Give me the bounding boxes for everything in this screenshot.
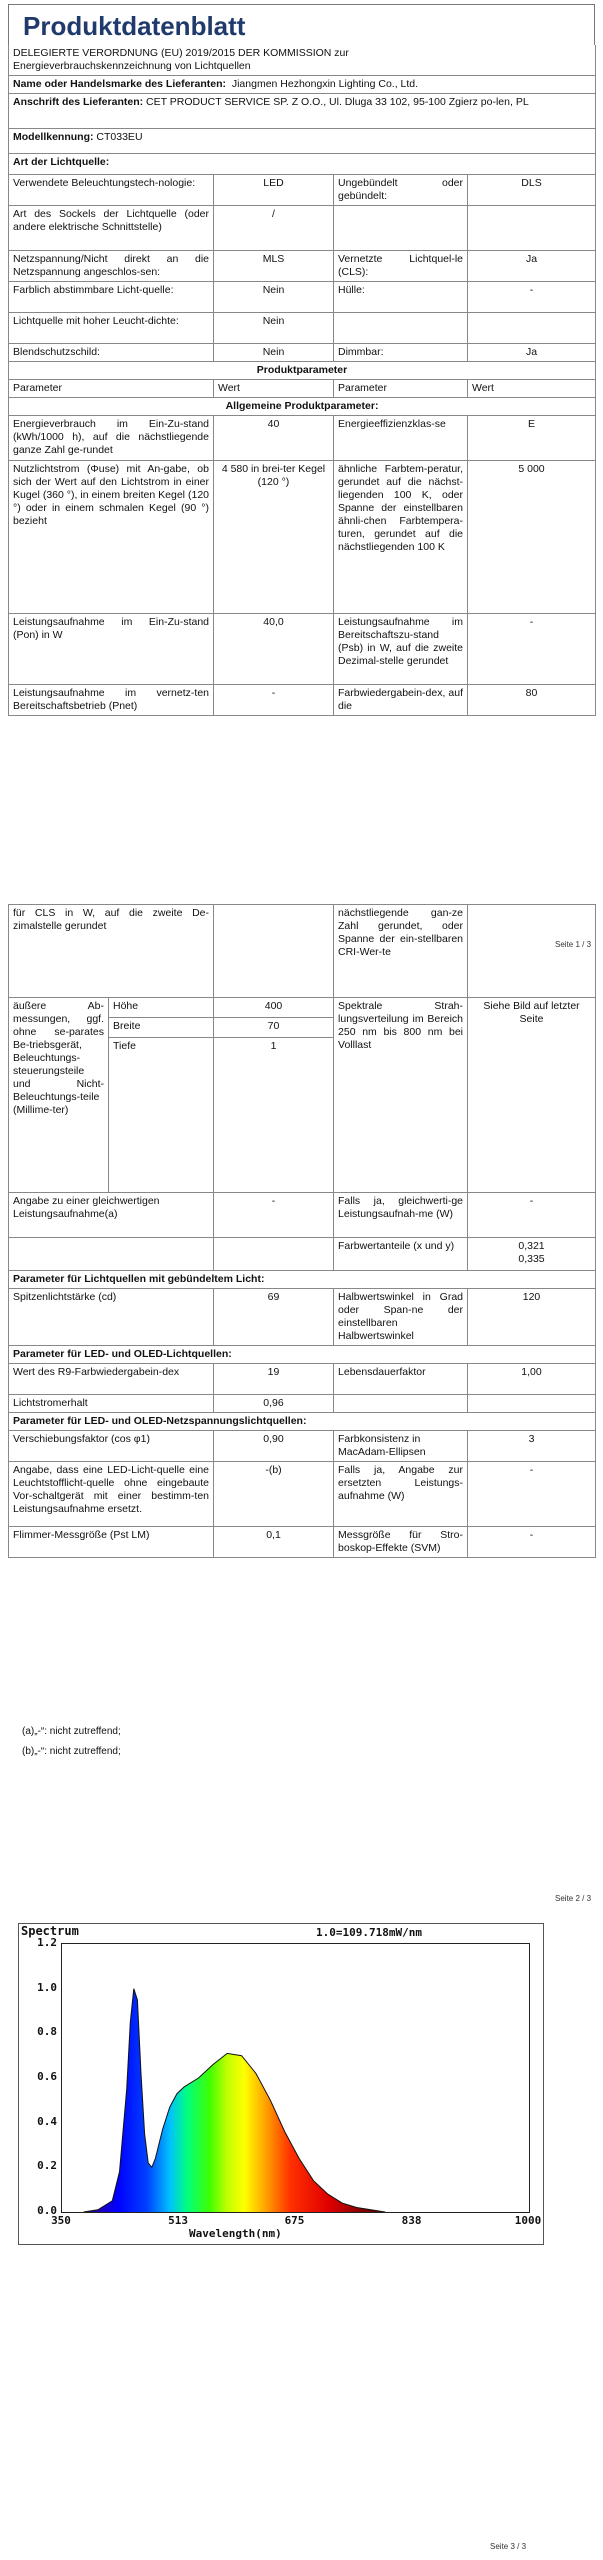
type-label-right: Vernetzte Lichtquel-le (CLS):	[334, 251, 468, 282]
param-value-right: E	[468, 416, 596, 461]
dimension-value: 400	[214, 998, 334, 1018]
type-label-left: Art des Sockels der Lichtquelle (oder andere elektrische Schnittstelle)	[9, 206, 214, 251]
col-param-header: Parameter	[9, 380, 214, 398]
y-tick-label: 0.2	[37, 2159, 57, 2173]
address-label: Anschrift des Lieferanten:	[13, 96, 144, 108]
type-label-right: Hülle:	[334, 282, 468, 313]
y-tick-label: 1.0	[37, 1980, 57, 1994]
type-label-left: Verwendete Beleuchtungstech-nologie:	[9, 175, 214, 206]
svm-value: -	[468, 1527, 596, 1558]
param-value-left: 40	[214, 416, 334, 461]
type-value-left: Nein	[214, 313, 334, 344]
mains-heading-row	[9, 1413, 596, 1431]
param-label-right: Farbwiedergabein-dex, auf die	[334, 685, 468, 716]
param-label-right: Leistungsaufnahme im Bereitschaftszu-stand (Psb) in W, auf die zweite Dezimal-stelle gerundet	[334, 614, 468, 685]
led-heading: Parameter für LED- und OLED-Lichtquellen:	[9, 1346, 596, 1364]
lumen-row	[9, 1395, 596, 1413]
regulation-line-2: Energieverbrauchskennzeichnung von Lichtquellen	[13, 60, 251, 72]
continuation-label-right: nächstliegende gan-ze Zahl gerundet, oder Spanne der ein-stellbaren CRI-Wer-te	[334, 905, 468, 998]
y-tick-label: 0.6	[37, 2070, 57, 2083]
dimension-name: Höhe	[109, 998, 214, 1018]
spectral-value: Siehe Bild auf letzter Seite	[468, 998, 596, 1193]
chart-annotation: 1.0=109.718mW/nm	[316, 1926, 422, 1939]
type-label-right	[334, 313, 468, 344]
chromaticity-y: 0,335	[518, 1253, 545, 1265]
cos-row	[9, 1431, 596, 1462]
replacement-label: Angabe, dass eine LED-Licht-quelle eine Leuchtstofflicht-quelle ohne eingebaute Vor-schaltgerät mit einer bestimm-ten Leistungsaufnahme ersetzt.	[9, 1462, 214, 1527]
type-row	[9, 206, 596, 251]
equivalent-right-label: Falls ja, gleichwerti-ge Leistungsaufnah-me (W)	[334, 1193, 468, 1238]
peak-value: 69	[214, 1289, 334, 1346]
footnote-b: (b)„-“: nicht zutreffend;	[22, 1746, 121, 1757]
param-value-left: -	[214, 685, 334, 716]
param-label-left: Leistungsaufnahme im vernetz-ten Bereitschaftsbetrieb (Pnet)	[9, 685, 214, 716]
x-tick-label: 1000	[514, 2214, 542, 2227]
life-label: Lebensdauerfaktor	[334, 1364, 468, 1395]
brand-label: Name oder Handelsmarke des Lieferanten:	[13, 78, 226, 90]
chromaticity-label: Farbwertanteile (x und y)	[334, 1238, 468, 1271]
y-tick-label: 1.2	[37, 1936, 57, 1949]
macadam-label: Farbkonsistenz in MacAdam-Ellipsen	[334, 1431, 468, 1462]
params-heading: Produktparameter	[9, 362, 596, 380]
equivalent-right-value: -	[468, 1193, 596, 1238]
type-row	[9, 175, 596, 206]
param-value-left: 40,0	[214, 614, 334, 685]
type-row	[9, 344, 596, 362]
page-number-3: Seite 3 / 3	[490, 2542, 527, 2551]
type-label-right: Dimmbar:	[334, 344, 468, 362]
param-row	[9, 461, 596, 614]
flicker-row	[9, 1527, 596, 1558]
type-value-right: -	[468, 282, 596, 313]
product-sheet-page2	[8, 904, 596, 1558]
x-tick-label: 675	[284, 2214, 305, 2227]
replacement-right-value: -	[468, 1462, 596, 1527]
type-value-right: Ja	[468, 251, 596, 282]
y-tick-label: 0.4	[37, 2114, 57, 2128]
type-value-right: DLS	[468, 175, 596, 206]
type-label-left: Farblich abstimmbare Licht-quelle:	[9, 282, 214, 313]
param-label-left: Leistungsaufnahme im Ein-Zu-stand (Pon) in W	[9, 614, 214, 685]
lumen-label: Lichtstromerhalt	[9, 1395, 214, 1413]
dimension-value: 1	[214, 1038, 334, 1193]
model-value: CT033EU	[96, 131, 143, 143]
lumen-value: 0,96	[214, 1395, 334, 1413]
param-row	[9, 685, 596, 716]
type-value-right: Ja	[468, 344, 596, 362]
mains-heading: Parameter für LED- und OLED-Netzspannungslichtquellen:	[9, 1413, 596, 1431]
r9-row	[9, 1364, 596, 1395]
spectrum-svg	[62, 1944, 529, 2212]
continuation-label-left: für CLS in W, auf die zweite De-zimalstelle gerundet	[9, 905, 214, 998]
brand-value: Jiangmen Hezhongxin Lighting Co., Ltd.	[231, 78, 419, 90]
param-row	[9, 416, 596, 461]
type-label-left: Netzspannung/Nicht direkt an die Netzspannung angeschlos-sen:	[9, 251, 214, 282]
equivalent-row	[9, 1193, 596, 1238]
address-row	[9, 94, 596, 129]
y-tick-label: 0.8	[37, 2025, 57, 2039]
r9-label: Wert des R9-Farbwiedergabein-dex	[9, 1364, 214, 1395]
page-number-1: Seite 1 / 3	[555, 940, 592, 949]
param-label-right: Energieeffizienzklas-se	[334, 416, 468, 461]
type-row	[9, 251, 596, 282]
title-box	[8, 4, 595, 45]
type-value-left: /	[214, 206, 334, 251]
life-value: 1,00	[468, 1364, 596, 1395]
led-heading-row	[9, 1346, 596, 1364]
flicker-value: 0,1	[214, 1527, 334, 1558]
param-label-left: Energieverbrauch im Ein-Zu-stand (kWh/1000 h), auf die nächstliegende ganze Zahl ge-rundet	[9, 416, 214, 461]
col-value-header: Wert	[214, 380, 334, 398]
equivalent-label: Angabe zu einer gleichwertigen Leistungsaufnahme(a)	[9, 1193, 214, 1238]
directional-heading: Parameter für Lichtquellen mit gebündeltem Licht:	[9, 1271, 596, 1289]
param-value-right: 80	[468, 685, 596, 716]
dimension-name: Tiefe	[109, 1038, 214, 1193]
address-value: CET PRODUCT SERVICE SP. Z O.O., Ul. Dluga 33 102, 95-100 Zgierz po-len, PL	[146, 96, 529, 108]
macadam-value: 3	[468, 1431, 596, 1462]
type-label-right: Ungebündelt oder gebündelt:	[334, 175, 468, 206]
brand-row	[9, 76, 596, 94]
x-tick-label: 350	[51, 2214, 71, 2227]
general-heading: Allgemeine Produktparameter:	[9, 398, 596, 416]
equivalent-value: -	[214, 1193, 334, 1238]
continuation-row	[9, 905, 596, 998]
cos-value: 0,90	[214, 1431, 334, 1462]
svm-label: Messgröße für Stro-boskop-Effekte (SVM)	[334, 1527, 468, 1558]
regulation-line-1: DELEGIERTE VERORDNUNG (EU) 2019/2015 DER KOMMISSION zur	[13, 47, 349, 59]
type-value-left: Nein	[214, 282, 334, 313]
model-label: Modellkennung:	[13, 131, 94, 143]
type-value-left: Nein	[214, 344, 334, 362]
flicker-label: Flimmer-Messgröße (Pst LM)	[9, 1527, 214, 1558]
type-row	[9, 313, 596, 344]
chromaticity-row	[9, 1238, 596, 1271]
page-number-2: Seite 2 / 3	[555, 1894, 592, 1903]
type-label-left: Lichtquelle mit hoher Leucht-dichte:	[9, 313, 214, 344]
type-value-left: MLS	[214, 251, 334, 282]
param-row	[9, 614, 596, 685]
dimension-name: Breite	[109, 1018, 214, 1038]
peak-row	[9, 1289, 596, 1346]
general-heading-row	[9, 398, 596, 416]
replacement-row	[9, 1462, 596, 1527]
col-param-header: Parameter	[334, 380, 468, 398]
type-value-right	[468, 313, 596, 344]
type-row	[9, 282, 596, 313]
spectrum-fill	[62, 1944, 529, 2212]
dimension-value: 70	[214, 1018, 334, 1038]
spectral-label: Spektrale Strah-lungsverteilung im Bereich 250 nm bis 800 nm bei Volllast	[334, 998, 468, 1193]
peak-label: Spitzenlichtstärke (cd)	[9, 1289, 214, 1346]
plot-area	[61, 1943, 530, 2213]
column-header-row	[9, 380, 596, 398]
spectrum-chart	[18, 1923, 544, 2245]
type-value-right	[468, 206, 596, 251]
beam-value: 120	[468, 1289, 596, 1346]
type-label-right	[334, 206, 468, 251]
dimension-row	[9, 998, 596, 1018]
directional-heading-row	[9, 1271, 596, 1289]
params-heading-row	[9, 362, 596, 380]
param-value-right: 5 000	[468, 461, 596, 614]
replacement-value: -(b)	[214, 1462, 334, 1527]
param-label-left: Nutzlichtstrom (Φuse) mit An-gabe, ob sich der Wert auf den Lichtstrom in einer Kugel (360 °), in einem breiten Kegel (120 °) oder in einem schmalen Kegel (90 °) bezieht	[9, 461, 214, 614]
regulation-row	[9, 45, 596, 76]
chromaticity-x: 0,321	[518, 1240, 545, 1252]
chart-title: Spectrum	[21, 1924, 79, 1938]
x-tick-label: 513	[168, 2214, 189, 2227]
param-label-right: ähnliche Farbtem-peratur, gerundet auf die nächst-liegenden 100 K, oder Spanne der einstellbaren ähnli-chen Farbtempera-turen, gerundet auf die nächstliegenden 100 K	[334, 461, 468, 614]
page-title: Produktdatenblatt	[23, 11, 246, 41]
type-label-left: Blendschutzschild:	[9, 344, 214, 362]
param-value-right: -	[468, 614, 596, 685]
param-value-left: 4 580 in brei-ter Kegel (120 °)	[214, 461, 334, 614]
r9-value: 19	[214, 1364, 334, 1395]
cos-label: Verschiebungsfaktor (cos φ1)	[9, 1431, 214, 1462]
x-axis-label: Wavelength(nm)	[189, 2227, 282, 2240]
type-heading-row	[9, 154, 596, 175]
dimensions-label: äußere Ab-messungen, ggf. ohne se-parates Be-triebsgerät, Beleuchtungs-steuerungsteile und Nicht-Beleuchtungs-teile (Millime-ter)	[9, 998, 109, 1193]
product-sheet-page1	[8, 45, 596, 716]
col-value-header: Wert	[468, 380, 596, 398]
type-value-left: LED	[214, 175, 334, 206]
type-heading: Art der Lichtquelle:	[9, 154, 596, 175]
x-tick-label: 838	[401, 2214, 422, 2227]
beam-label: Halbwertswinkel in Grad oder Span-ne der einstellbaren Halbwertswinkel	[334, 1289, 468, 1346]
footnote-a: (a)„-“: nicht zutreffend;	[22, 1726, 121, 1737]
replacement-right-label: Falls ja, Angabe zur ersetzten Leistungs-aufnahme (W)	[334, 1462, 468, 1527]
model-row	[9, 129, 596, 154]
y-tick-label: 0.0	[37, 2204, 57, 2217]
